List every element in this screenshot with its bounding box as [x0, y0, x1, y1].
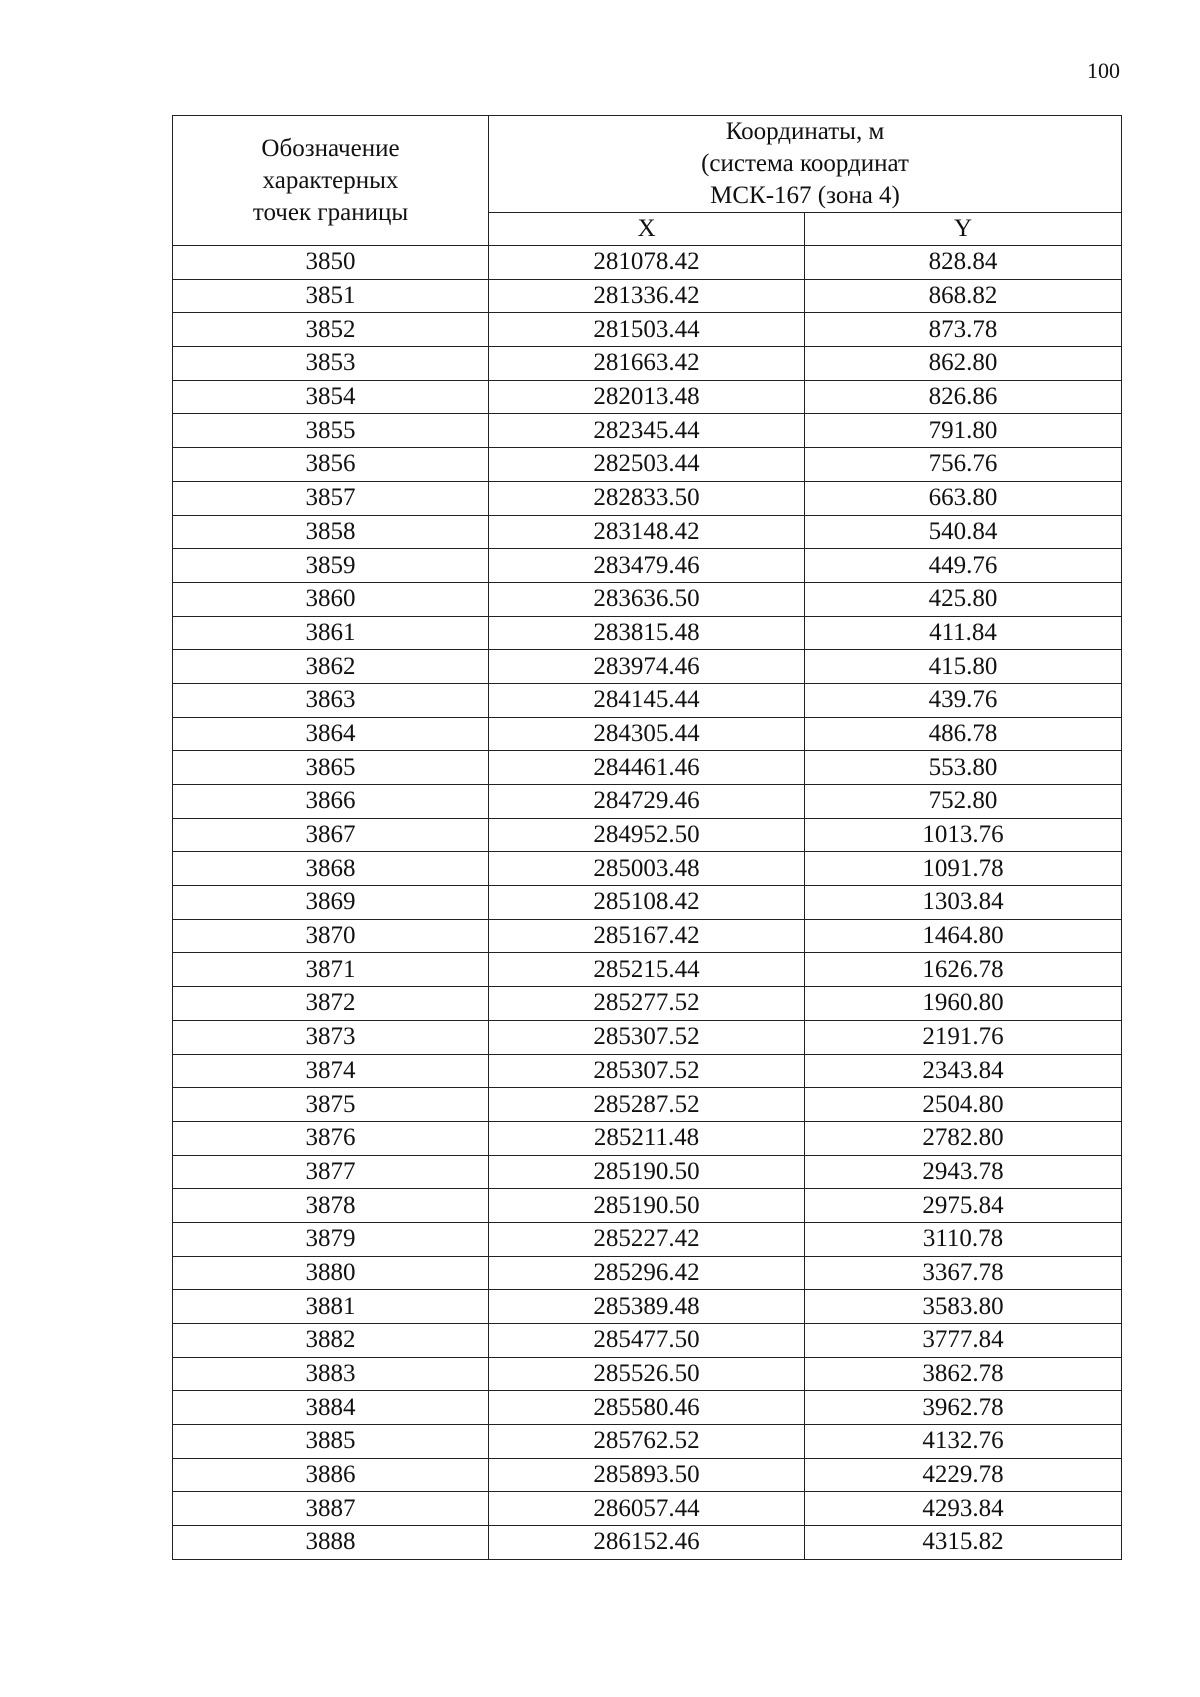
- table-row: [173, 919, 1122, 953]
- x-cell: 285580.46: [489, 1391, 805, 1425]
- point-cell: 3857: [173, 481, 489, 515]
- table-row: [173, 785, 1122, 819]
- y-cell: 1626.78: [805, 953, 1122, 987]
- x-cell: 285227.42: [489, 1222, 805, 1256]
- x-cell: 281336.42: [489, 279, 805, 313]
- table-row: [173, 953, 1122, 987]
- y-cell: 3962.78: [805, 1391, 1122, 1425]
- x-cell: 285307.52: [489, 1054, 805, 1088]
- point-cell: 3882: [173, 1324, 489, 1358]
- x-column-header: X: [489, 213, 805, 246]
- y-cell: 4229.78: [805, 1458, 1122, 1492]
- point-cell: 3884: [173, 1391, 489, 1425]
- table-row: [173, 1290, 1122, 1324]
- y-cell: 3367.78: [805, 1256, 1122, 1290]
- y-cell: 791.80: [805, 414, 1122, 448]
- point-header-line: характерных: [262, 166, 399, 194]
- x-cell: 285307.52: [489, 1020, 805, 1054]
- y-cell: 439.76: [805, 683, 1122, 717]
- point-cell: 3851: [173, 279, 489, 313]
- table-row: [173, 1020, 1122, 1054]
- point-header-line: Обозначение: [261, 134, 400, 162]
- y-cell: 3110.78: [805, 1222, 1122, 1256]
- table-row: [173, 683, 1122, 717]
- table-row: [173, 515, 1122, 549]
- x-cell: 281663.42: [489, 347, 805, 381]
- x-cell: 282503.44: [489, 448, 805, 482]
- point-cell: 3850: [173, 246, 489, 280]
- x-cell: 282345.44: [489, 414, 805, 448]
- table-row: [173, 1121, 1122, 1155]
- x-cell: 283636.50: [489, 582, 805, 616]
- y-cell: 1464.80: [805, 919, 1122, 953]
- point-cell: 3887: [173, 1492, 489, 1526]
- point-cell: 3867: [173, 818, 489, 852]
- table-row: [173, 582, 1122, 616]
- x-cell: 286152.46: [489, 1526, 805, 1560]
- coords-header-line: МСК-167 (зона 4): [710, 182, 900, 209]
- x-cell: 285762.52: [489, 1425, 805, 1459]
- table-row: [173, 380, 1122, 414]
- x-cell: 284145.44: [489, 683, 805, 717]
- y-cell: 1013.76: [805, 818, 1122, 852]
- y-cell: 1960.80: [805, 987, 1122, 1021]
- y-cell: 1091.78: [805, 852, 1122, 886]
- x-cell: 282833.50: [489, 481, 805, 515]
- point-cell: 3856: [173, 448, 489, 482]
- point-cell: 3879: [173, 1222, 489, 1256]
- point-cell: 3885: [173, 1425, 489, 1459]
- table-row: [173, 886, 1122, 920]
- y-cell: 449.76: [805, 549, 1122, 583]
- table-row: [173, 1357, 1122, 1391]
- y-cell: 2504.80: [805, 1088, 1122, 1122]
- y-cell: 415.80: [805, 650, 1122, 684]
- point-cell: 3888: [173, 1526, 489, 1560]
- x-cell: 283479.46: [489, 549, 805, 583]
- point-cell: 3880: [173, 1256, 489, 1290]
- y-cell: 3777.84: [805, 1324, 1122, 1358]
- point-cell: 3878: [173, 1189, 489, 1223]
- x-cell: 285167.42: [489, 919, 805, 953]
- table-row: [173, 1256, 1122, 1290]
- point-cell: 3864: [173, 717, 489, 751]
- x-cell: 285003.48: [489, 852, 805, 886]
- point-cell: 3859: [173, 549, 489, 583]
- x-cell: 284305.44: [489, 717, 805, 751]
- point-cell: 3858: [173, 515, 489, 549]
- x-cell: 281078.42: [489, 246, 805, 280]
- y-cell: 752.80: [805, 785, 1122, 819]
- point-cell: 3883: [173, 1357, 489, 1391]
- y-cell: 4132.76: [805, 1425, 1122, 1459]
- table-row: [173, 1458, 1122, 1492]
- table-row: [173, 448, 1122, 482]
- point-cell: 3877: [173, 1155, 489, 1189]
- x-cell: 285389.48: [489, 1290, 805, 1324]
- table-body: [173, 246, 1122, 1560]
- x-cell: 285190.50: [489, 1189, 805, 1223]
- x-cell: 283974.46: [489, 650, 805, 684]
- x-cell: 285287.52: [489, 1088, 805, 1122]
- x-cell: 285477.50: [489, 1324, 805, 1358]
- y-cell: 1303.84: [805, 886, 1122, 920]
- y-cell: 873.78: [805, 313, 1122, 347]
- point-cell: 3854: [173, 380, 489, 414]
- y-cell: 540.84: [805, 515, 1122, 549]
- coords-header-line: Координаты, м: [725, 118, 885, 145]
- point-cell: 3865: [173, 751, 489, 785]
- point-cell: 3855: [173, 414, 489, 448]
- point-cell: 3862: [173, 650, 489, 684]
- coordinates-table: [172, 115, 1122, 1560]
- y-cell: 2943.78: [805, 1155, 1122, 1189]
- x-cell: 285893.50: [489, 1458, 805, 1492]
- y-cell: 2975.84: [805, 1189, 1122, 1223]
- x-cell: 286057.44: [489, 1492, 805, 1526]
- y-cell: 826.86: [805, 380, 1122, 414]
- table-row: [173, 1526, 1122, 1560]
- x-cell: 282013.48: [489, 380, 805, 414]
- point-cell: 3860: [173, 582, 489, 616]
- y-cell: 3862.78: [805, 1357, 1122, 1391]
- point-cell: 3873: [173, 1020, 489, 1054]
- x-cell: 285215.44: [489, 953, 805, 987]
- page-number: 100: [1087, 58, 1120, 83]
- coords-header-line: (система координат: [701, 150, 909, 177]
- table-row: [173, 279, 1122, 313]
- table-row: [173, 246, 1122, 280]
- point-cell: 3866: [173, 785, 489, 819]
- y-cell: 411.84: [805, 616, 1122, 650]
- point-cell: 3861: [173, 616, 489, 650]
- point-cell: 3863: [173, 683, 489, 717]
- table-row: [173, 852, 1122, 886]
- y-cell: 2782.80: [805, 1121, 1122, 1155]
- table-row: [173, 650, 1122, 684]
- y-cell: 4293.84: [805, 1492, 1122, 1526]
- point-cell: 3876: [173, 1121, 489, 1155]
- point-cell: 3872: [173, 987, 489, 1021]
- table-row: [173, 1088, 1122, 1122]
- table-row: [173, 1189, 1122, 1223]
- table-row: [173, 414, 1122, 448]
- x-cell: 284952.50: [489, 818, 805, 852]
- table-row: [173, 616, 1122, 650]
- table-row: [173, 347, 1122, 381]
- y-cell: 663.80: [805, 481, 1122, 515]
- table-row: [173, 717, 1122, 751]
- x-cell: 285296.42: [489, 1256, 805, 1290]
- point-cell: 3870: [173, 919, 489, 953]
- point-cell: 3875: [173, 1088, 489, 1122]
- point-cell: 3869: [173, 886, 489, 920]
- point-cell: 3853: [173, 347, 489, 381]
- y-cell: 2191.76: [805, 1020, 1122, 1054]
- point-cell: 3886: [173, 1458, 489, 1492]
- table-row: [173, 1492, 1122, 1526]
- x-cell: 284461.46: [489, 751, 805, 785]
- y-cell: 3583.80: [805, 1290, 1122, 1324]
- header-row-top: [173, 116, 1122, 213]
- point-cell: 3852: [173, 313, 489, 347]
- table-row: [173, 313, 1122, 347]
- y-cell: 553.80: [805, 751, 1122, 785]
- y-cell: 828.84: [805, 246, 1122, 280]
- table-row: [173, 818, 1122, 852]
- point-cell: 3874: [173, 1054, 489, 1088]
- y-cell: 486.78: [805, 717, 1122, 751]
- point-designation-header: [173, 116, 489, 246]
- x-cell: 285211.48: [489, 1121, 805, 1155]
- x-cell: 285277.52: [489, 987, 805, 1021]
- y-column-header: Y: [805, 213, 1122, 246]
- y-cell: 868.82: [805, 279, 1122, 313]
- point-cell: 3881: [173, 1290, 489, 1324]
- table-row: [173, 1222, 1122, 1256]
- table-row: [173, 1155, 1122, 1189]
- table-row: [173, 1324, 1122, 1358]
- x-cell: 283148.42: [489, 515, 805, 549]
- x-cell: 285526.50: [489, 1357, 805, 1391]
- y-cell: 756.76: [805, 448, 1122, 482]
- coordinates-header: [489, 116, 1122, 213]
- table-row: [173, 481, 1122, 515]
- table-row: [173, 1425, 1122, 1459]
- x-cell: 281503.44: [489, 313, 805, 347]
- x-cell: 285190.50: [489, 1155, 805, 1189]
- table-row: [173, 987, 1122, 1021]
- point-cell: 3871: [173, 953, 489, 987]
- table-row: [173, 751, 1122, 785]
- x-cell: 284729.46: [489, 785, 805, 819]
- y-cell: 4315.82: [805, 1526, 1122, 1560]
- point-cell: 3868: [173, 852, 489, 886]
- y-cell: 2343.84: [805, 1054, 1122, 1088]
- y-cell: 862.80: [805, 347, 1122, 381]
- table-header: [173, 116, 1122, 246]
- table-row: [173, 1054, 1122, 1088]
- x-cell: 283815.48: [489, 616, 805, 650]
- table-row: [173, 549, 1122, 583]
- x-cell: 285108.42: [489, 886, 805, 920]
- table-row: [173, 1391, 1122, 1425]
- point-header-line: точек границы: [252, 198, 409, 226]
- y-cell: 425.80: [805, 582, 1122, 616]
